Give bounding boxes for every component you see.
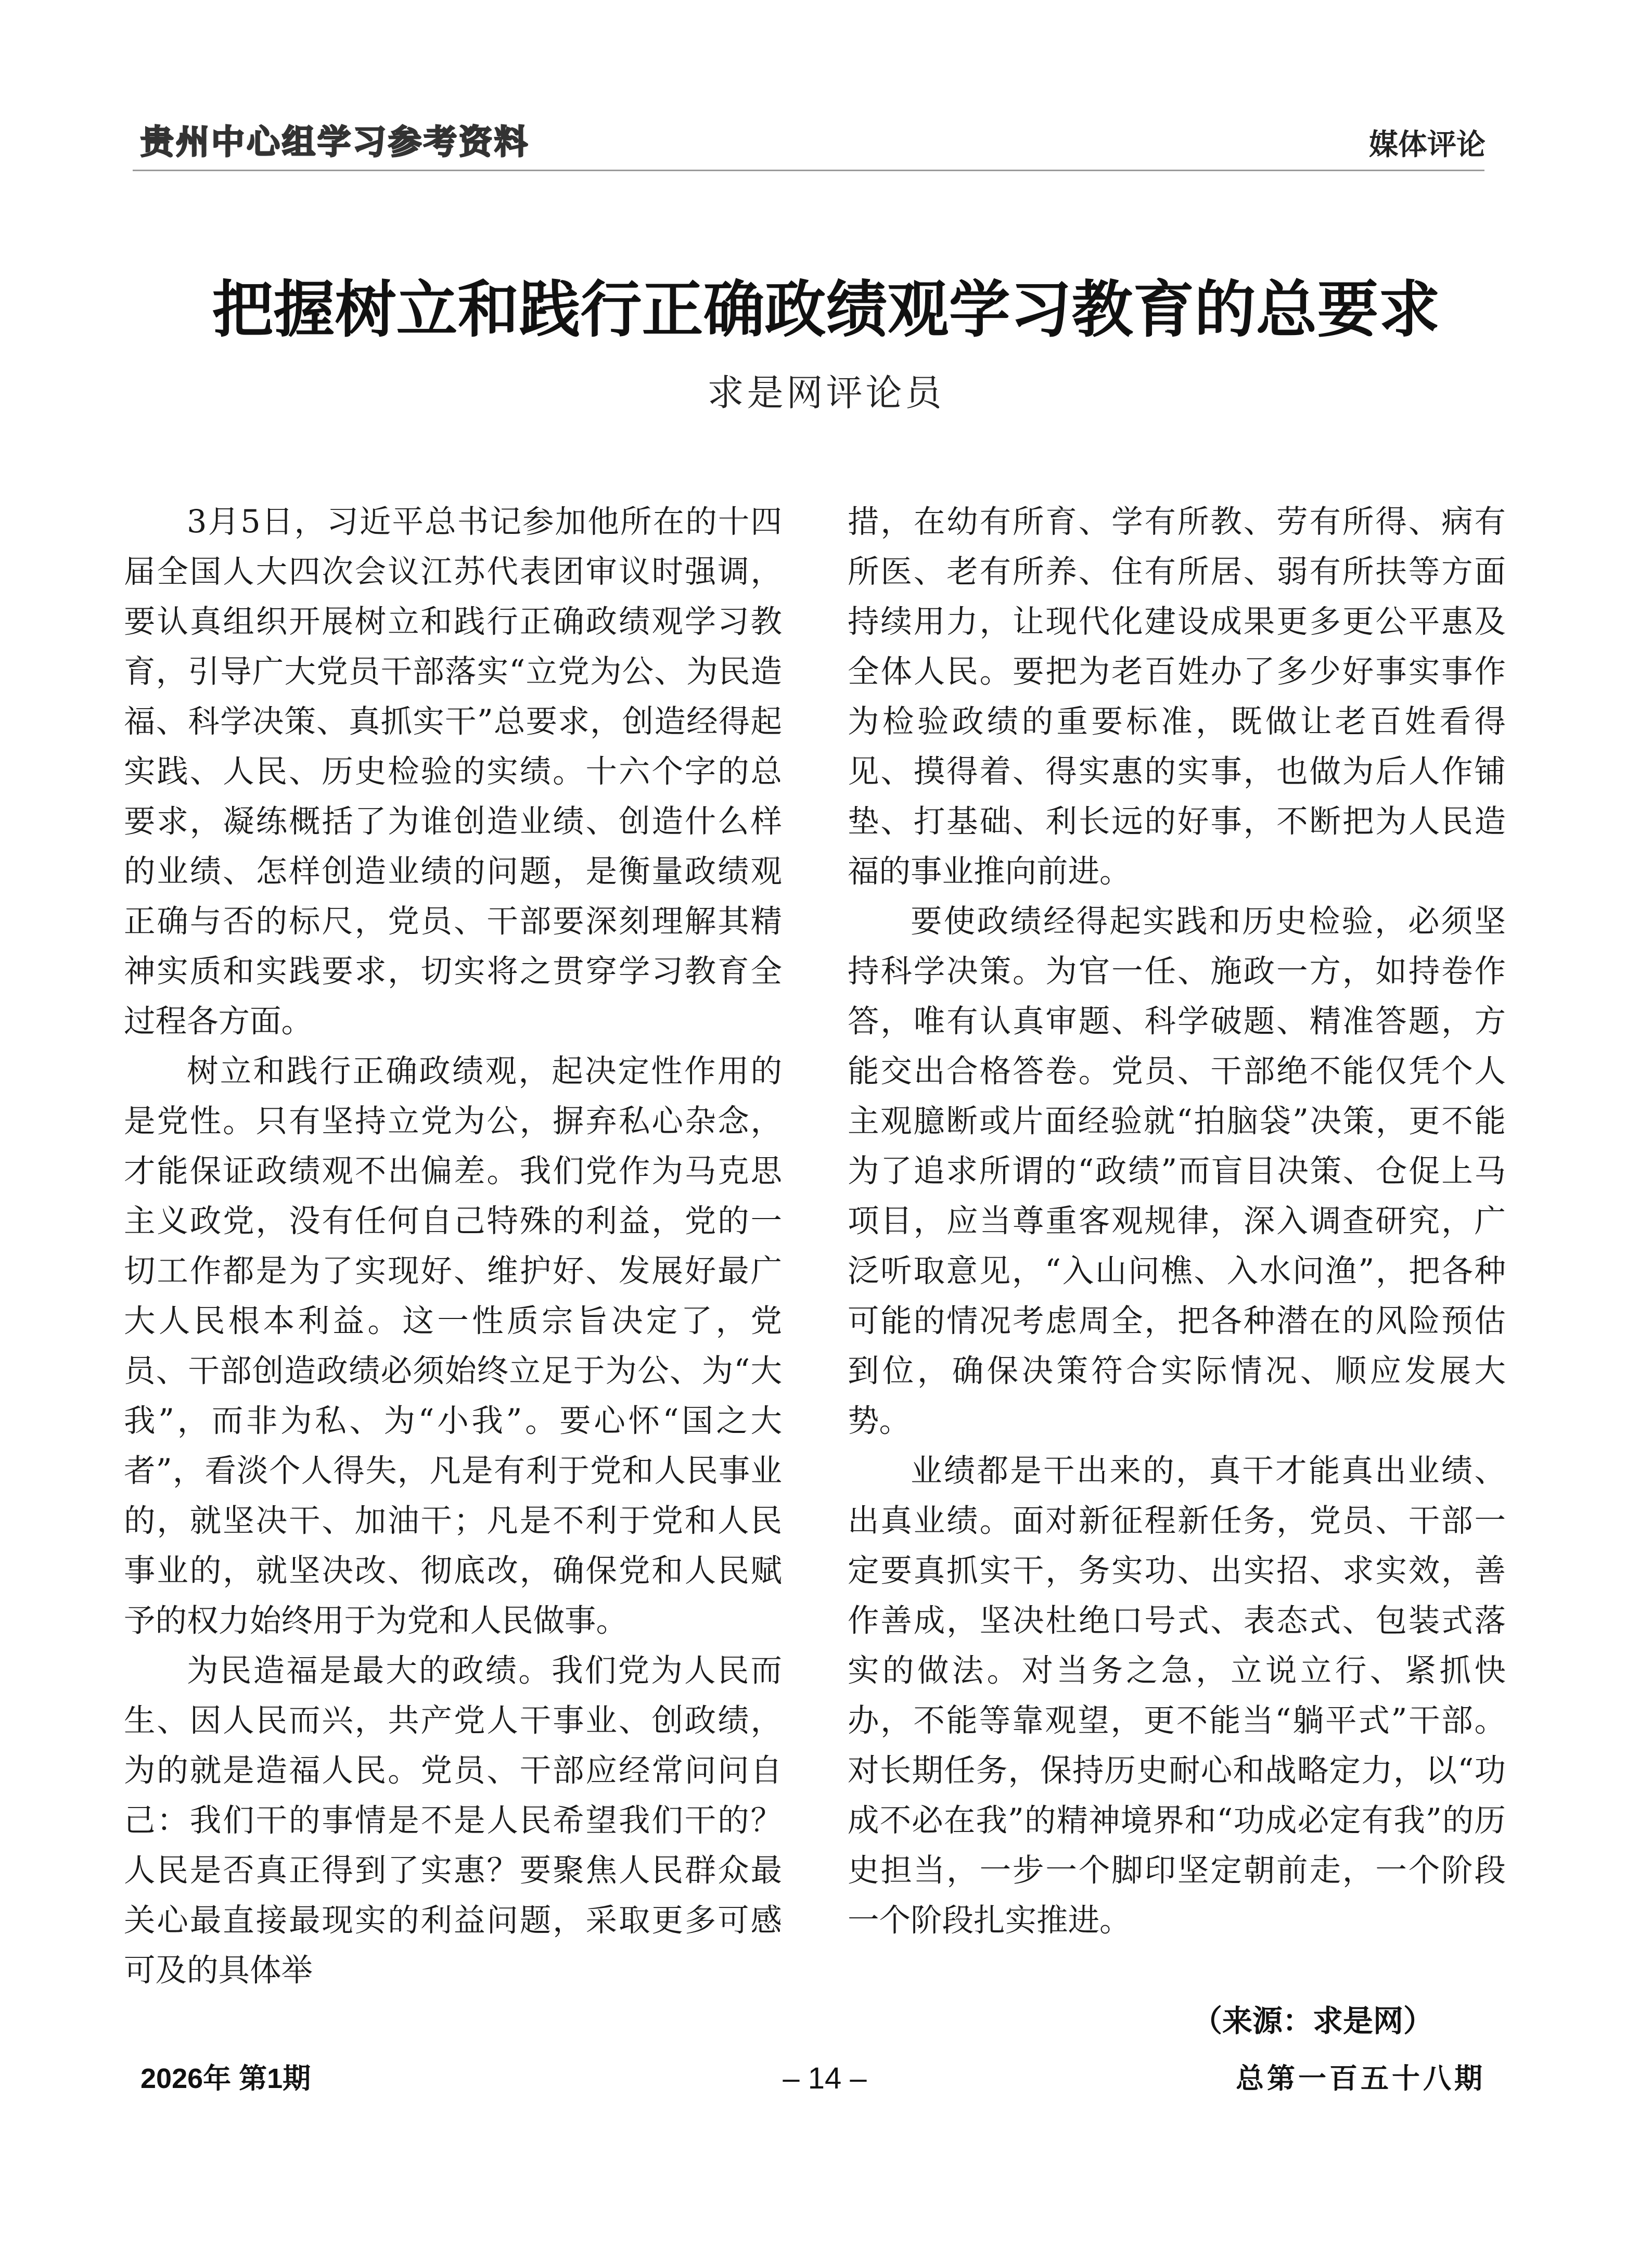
article-source: （来源：求是网）: [1192, 2004, 1433, 2038]
page-number: – 14 –: [783, 2061, 867, 2095]
issue-number: 2026年 第1期: [140, 2063, 311, 2094]
header-divider: [133, 170, 1484, 171]
section-label: 媒体评论: [1369, 128, 1485, 161]
paragraph: 要使政绩经得起实践和历史检验，必须坚持科学决策。为官一任、施政一方，如持卷作答，唯有认真审题、科学破题、精准答题，方能交出合格答卷。党员、干部绝不能仅凭个人主观臆断或片面经验就“拍脑袋”决策，更不能为了追求所谓的“政绩”而盲目决策、仓促上马项目，应当尊重客观规律，深入调查研究，广泛听取意见，“入山问樵、入水问渔”，把各种可能的情况考虑周全，把各种潜在的风险预估到位，确保决策符合实际情况、顺应发展大势。: [848, 903, 1506, 1439]
paragraph: 措，在幼有所育、学有所教、劳有所得、病有所医、老有所养、住有所居、弱有所扶等方面持续用力，让现代化建设成果更多更公平惠及全体人民。要把为老百姓办了多少好事实事作为检验政绩的重要标准，既做让老百姓看得见、摸得着、得实惠的实事，也做为后人作铺垫、打基础、利长远的好事，不断把为人民造福的事业推向前进。: [848, 504, 1506, 890]
article-author: 求是网评论员: [707, 371, 945, 414]
publication-name: 贵州中心组学习参考资料: [140, 123, 530, 161]
article-title: 把握树立和践行正确政绩观学习教育的总要求: [212, 274, 1440, 345]
paragraph: 业绩都是干出来的，真干才能真出业绩、出真业绩。面对新征程新任务，党员、干部一定要真抓实干，务实功、出实招、求实效，善作善成，坚决杜绝口号式、表态式、包装式落实的做法。对当务之急，立说立行、紧抓快办，不能等靠观望，更不能当“躺平式”干部。对长期任务，保持历史耐心和战略定力，以“功成不必在我”的精神境界和“功成必定有我”的历史担当，一步一个脚印坚定朝前走，一个阶段一个阶段扎实推进。: [848, 1453, 1506, 1939]
paragraph: 3月5日，习近平总书记参加他所在的十四届全国人大四次会议江苏代表团审议时强调，要认真组织开展树立和践行正确政绩观学习教育，引导广大党员干部落实“立党为公、为民造福、科学决策、真抓实干”总要求，创造经得起实践、人民、历史检验的实绩。十六个字的总要求，凝练概括了为谁创造业绩、创造什么样的业绩、怎样创造业绩的问题，是衡量政绩观正确与否的标尺，党员、干部要深刻理解其精神实质和实践要求，切实将之贯穿学习教育全过程各方面。: [124, 504, 782, 1040]
right-column: [848, 497, 1506, 1945]
paragraph: 为民造福是最大的政绩。我们党为人民而生、因人民而兴，共产党人干事业、创政绩，为的就是造福人民。党员、干部应经常问问自己：我们干的事情是不是人民希望我们干的？人民是否真正得到了实惠？要聚焦人民群众最关心最直接最现实的利益问题，采取更多可感可及的具体举: [124, 1652, 782, 1989]
total-issue-number: 总第一百五十八期: [1236, 2063, 1485, 2094]
paragraph: 树立和践行正确政绩观，起决定性作用的是党性。只有坚持立党为公，摒弃私心杂念，才能保证政绩观不出偏差。我们党作为马克思主义政党，没有任何自己特殊的利益，党的一切工作都是为了实现好、维护好、发展好最广大人民根本利益。这一性质宗旨决定了，党员、干部创造政绩必须始终立足于为公、为“大我”，而非为私、为“小我”。要心怀“国之大者”，看淡个人得失，凡是有利于党和人民事业的，就坚决干、加油干；凡是不利于党和人民事业的，就坚决改、彻底改，确保党和人民赋予的权力始终用于为党和人民做事。: [124, 1053, 782, 1639]
left-column: [124, 497, 782, 1995]
